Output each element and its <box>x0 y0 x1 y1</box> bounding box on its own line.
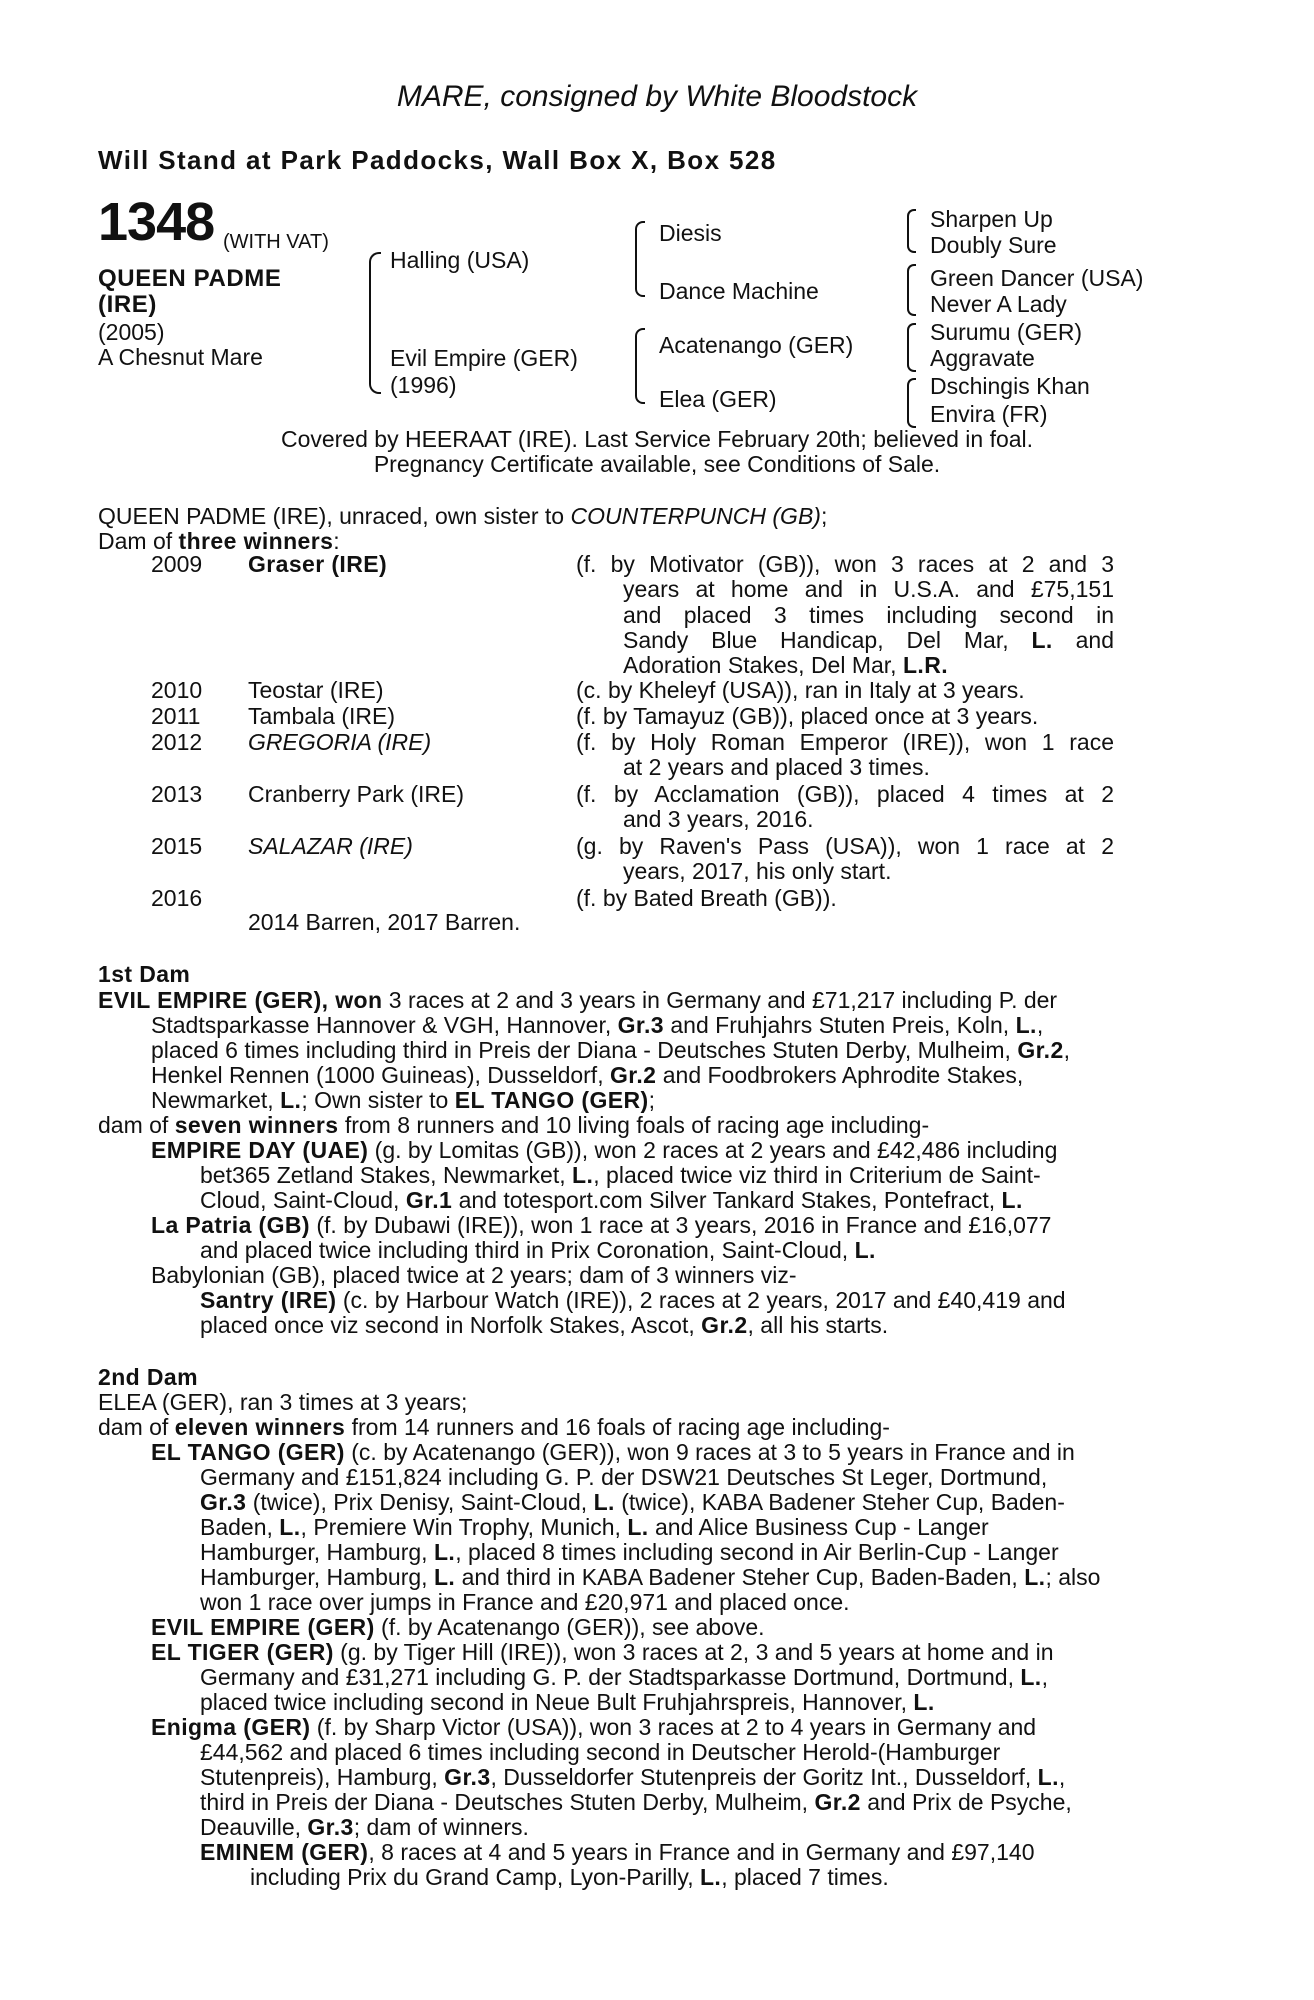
text-segment: years, 2017, his only start. <box>623 858 892 885</box>
progeny-el-tango-7 <box>200 1590 1204 1616</box>
bold-term: EMPIRE DAY (UAE) <box>151 1137 369 1163</box>
produce-name: Graser (IRE) <box>248 551 388 577</box>
bold-term: Gr.2 <box>814 1789 861 1815</box>
produce-detail <box>576 552 1114 578</box>
produce-year: 2010 <box>151 677 203 703</box>
bold-term: L.R. <box>902 652 949 679</box>
text-segment: £44,562 and placed 6 times including second in Deutscher Herold-(Hamburger <box>200 1739 1001 1765</box>
vat-note: (WITH VAT) <box>223 231 329 253</box>
text-segment: placed 6 times including third in Preis der Diana - Deutsches Stuten Derby, Mulheim, <box>151 1037 1018 1063</box>
first-dam-line-3 <box>151 1038 1204 1064</box>
text-segment: (f. by Holy Roman Emperor (IRE)), won 1 race <box>576 729 1114 755</box>
text-segment: (f. by Acclamation (GB)), placed 4 times at 2 <box>576 781 1114 807</box>
text-segment: including Prix du Grand Camp, Lyon-Parilly, <box>250 1864 700 1890</box>
text-segment: , Dusseldorfer Stutenpreis der Goritz Int., Dusseldorf, <box>490 1764 1038 1790</box>
text-segment: (f. by Tamayuz (GB)), placed once at 3 years. <box>576 703 1039 729</box>
text-segment: Hamburger, Hamburg, <box>200 1564 434 1590</box>
produce-detail <box>623 603 1114 629</box>
produce-year: 2011 <box>151 703 201 729</box>
dam-of-punct: : <box>333 528 340 554</box>
text-segment: Stadtsparkasse Hannover & VGH, Hannover, <box>151 1012 618 1038</box>
text-segment: ; also <box>1045 1564 1101 1590</box>
text-segment: Adoration Stakes, Del Mar, <box>623 652 903 679</box>
progeny-el-tango-4 <box>200 1515 1204 1541</box>
ancestor-8: Envira (FR) <box>930 401 1048 427</box>
text-segment: and <box>1052 626 1114 653</box>
bold-term: Gr.3 <box>307 1814 354 1840</box>
text-segment: (g. by Raven's Pass (USA)), won 1 race at 2 <box>576 833 1114 859</box>
first-dam-won: , won <box>321 987 383 1013</box>
produce-detail <box>576 678 1114 704</box>
progeny-el-tiger-3 <box>200 1690 1204 1716</box>
progeny-enigma-5 <box>200 1815 1204 1841</box>
dam-dam: Elea (GER) <box>659 386 777 412</box>
text-segment: ; <box>648 1087 655 1113</box>
produce-detail <box>576 834 1114 860</box>
progeny-el-tango-5 <box>200 1540 1204 1566</box>
bold-term: EL TANGO (GER) <box>454 1087 649 1113</box>
text-segment: , Premiere Win Trophy, Munich, <box>300 1514 628 1540</box>
sire-sire: Diesis <box>659 220 722 246</box>
ancestor-7: Dschingis Khan <box>930 373 1090 399</box>
bold-term: L. <box>1031 626 1053 653</box>
bold-term: L. <box>1024 1564 1046 1590</box>
horse-year: (2005) <box>98 319 165 345</box>
dam: Evil Empire (GER) <box>390 345 578 371</box>
text-segment: (twice), Prix Denisy, Saint-Cloud, <box>246 1489 594 1515</box>
bold-term: Santry (IRE) <box>200 1287 337 1313</box>
text-segment: and 3 years, 2016. <box>623 806 814 833</box>
text-segment: , all his starts. <box>747 1312 889 1338</box>
bold-term: Enigma (GER) <box>151 1714 311 1740</box>
produce-name: Tambala (IRE) <box>248 703 395 729</box>
text-segment: and Alice Business Cup - Langer <box>648 1514 989 1540</box>
second-dam-heading: 2nd Dam <box>98 1364 198 1390</box>
winners-count: three winners <box>178 528 334 554</box>
produce-detail <box>623 577 1114 603</box>
bold-term: EL TIGER (GER) <box>151 1639 334 1665</box>
text-segment: , placed 8 times including second in Air Berlin-Cup - Langer <box>455 1539 1059 1565</box>
second-dam-of <box>98 1415 890 1441</box>
horse-name: QUEEN PADME <box>98 265 282 292</box>
bold-term: Gr.2 <box>701 1312 748 1338</box>
progeny-el-tango-3 <box>200 1490 1204 1516</box>
text-segment: and Fruhjahrs Stuten Preis, Koln, <box>664 1012 1016 1038</box>
bold-term: L. <box>1020 1664 1042 1690</box>
intro-line <box>98 504 827 530</box>
progeny-la-patria <box>151 1213 1204 1239</box>
stand-location: Will Stand at Park Paddocks, Wall Box X, Box 528 <box>98 145 777 175</box>
text-segment: Henkel Rennen (1000 Guineas), Dusseldorf, <box>151 1062 610 1088</box>
first-dam-name: EVIL EMPIRE (GER) <box>98 987 322 1013</box>
text-segment: (f. by Motivator (GB)), won 3 races at 2 and 3 <box>576 551 1114 577</box>
produce-detail <box>623 755 1114 781</box>
pedigree-brace-3d <box>907 378 916 428</box>
produce-year: 2009 <box>151 551 203 577</box>
dam-sire: Acatenango (GER) <box>659 332 854 358</box>
bold-term: L. <box>1001 1187 1023 1213</box>
text-segment: (f. by Acatenango (GER)), see above. <box>374 1614 765 1640</box>
bold-term: EVIL EMPIRE (GER) <box>151 1614 375 1640</box>
second-dam-winners: eleven winners <box>174 1414 346 1440</box>
intro-text: QUEEN PADME (IRE), unraced, own sister to <box>98 503 571 529</box>
text-segment: Sandy Blue Handicap, Del Mar, <box>623 626 1032 653</box>
bold-term: L. <box>627 1514 649 1540</box>
produce-detail <box>623 628 1114 654</box>
bold-term: L. <box>913 1689 935 1715</box>
ancestor-2: Doubly Sure <box>930 232 1057 258</box>
text-segment: Stutenpreis), Hamburg, <box>200 1764 445 1790</box>
sibling-name: COUNTERPUNCH (GB) <box>570 503 821 529</box>
produce-detail <box>623 807 1114 833</box>
produce-year: 2013 <box>151 781 203 807</box>
progeny-eminem-2 <box>250 1865 1254 1891</box>
pedigree-brace-3a <box>907 209 916 253</box>
text-segment: Deauville, <box>200 1814 308 1840</box>
text-segment: (twice), KABA Badener Steher Cup, Baden- <box>614 1489 1065 1515</box>
ancestor-5: Surumu (GER) <box>930 319 1083 345</box>
text-segment: ; dam of winners. <box>353 1814 529 1840</box>
text-segment: , <box>1041 1664 1048 1690</box>
progeny-eminem <box>200 1840 1204 1866</box>
covered-line-2: Pregnancy Certificate available, see Conditions of Sale. <box>373 451 941 477</box>
text-segment: Newmarket, <box>151 1087 281 1113</box>
pedigree-brace-2a <box>635 221 645 297</box>
first-dam-line-2 <box>151 1013 1204 1039</box>
produce-name: Teostar (IRE) <box>248 677 384 703</box>
bold-term: L. <box>433 1564 456 1590</box>
bold-term: L. <box>854 1237 876 1263</box>
progeny-el-tango <box>151 1440 1204 1466</box>
ancestor-6: Aggravate <box>930 345 1035 371</box>
text-segment: and placed 3 times including second in <box>623 601 1114 628</box>
progeny-el-tiger <box>151 1640 1204 1666</box>
progeny-evil-empire <box>151 1615 1204 1641</box>
bold-term: L. <box>280 1087 302 1113</box>
first-dam-line-5 <box>151 1088 1204 1114</box>
text-segment: Baden, <box>200 1514 280 1540</box>
produce-detail <box>576 886 1114 912</box>
produce-name: Cranberry Park (IRE) <box>248 781 464 807</box>
bold-term: L. <box>572 1162 594 1188</box>
progeny-empire-day-2 <box>200 1163 1204 1189</box>
text-segment: , <box>1058 1764 1066 1790</box>
text-segment: (f. by Bated Breath (GB)). <box>576 885 837 911</box>
first-dam-line-4 <box>151 1063 1204 1089</box>
second-dam-of-text: dam of <box>98 1414 175 1440</box>
produce-name: GREGORIA (IRE) <box>248 729 432 755</box>
bold-term: Gr.2 <box>1017 1037 1064 1063</box>
bold-term: L. <box>699 1864 722 1890</box>
progeny-enigma <box>151 1715 1204 1741</box>
text-segment: , placed twice viz third in Criterium de Saint- <box>593 1162 1041 1188</box>
text-segment: (g. by Tiger Hill (IRE)), won 3 races at 2, 3 and 5 years at home and in <box>333 1639 1054 1665</box>
produce-detail <box>576 704 1114 730</box>
bold-term: Gr.1 <box>405 1187 453 1213</box>
covered-line-1: Covered by HEERAAT (IRE). Last Service February 20th; believed in foal. <box>280 426 1034 452</box>
bold-term: Gr.2 <box>609 1062 657 1088</box>
text-segment: Cloud, Saint-Cloud, <box>200 1187 406 1213</box>
text-segment: and totesport.com Silver Tankard Stakes, Pontefract, <box>452 1187 1002 1213</box>
text-segment: Hamburger, Hamburg, <box>200 1539 434 1565</box>
pedigree-brace-3c <box>907 323 916 372</box>
text-segment: , <box>1036 1012 1044 1038</box>
bold-term: L. <box>1015 1012 1037 1038</box>
second-dam-of-rest: from 14 runners and 16 foals of racing age including- <box>345 1414 890 1440</box>
text-segment: Germany and £31,271 including G. P. der Stadtsparkasse Dortmund, Dortmund, <box>200 1664 1021 1690</box>
progeny-santry <box>200 1288 1204 1314</box>
sire-dam: Dance Machine <box>659 278 819 304</box>
text-segment: placed twice including second in Neue Bult Fruhjahrspreis, Hannover, <box>200 1689 914 1715</box>
text-segment: Germany and £151,824 including G. P. der DSW21 Deutsches St Leger, Dortmund, <box>200 1464 1048 1490</box>
text-segment: Babylonian (GB), placed twice at 2 years; dam of 3 winners viz- <box>151 1262 797 1288</box>
intro-punct: ; <box>820 503 828 529</box>
text-segment: third in Preis der Diana - Deutsches Stuten Derby, Mulheim, <box>200 1789 815 1815</box>
horse-description: A Chesnut Mare <box>98 344 263 370</box>
text-segment: , 8 races at 4 and 5 years in France and in Germany and £97,140 <box>368 1839 1035 1865</box>
text-segment: placed once viz second in Norfolk Stakes, Ascot, <box>200 1312 702 1338</box>
progeny-empire-day <box>151 1138 1204 1164</box>
produce-name: SALAZAR (IRE) <box>248 833 413 859</box>
bold-term: Gr.3 <box>617 1012 664 1038</box>
produce-detail <box>623 859 1114 885</box>
text-segment: , <box>1063 1037 1071 1063</box>
ancestor-3: Green Dancer (USA) <box>930 265 1144 291</box>
bold-term: La Patria (GB) <box>151 1212 310 1238</box>
pedigree-brace-2b <box>635 328 645 404</box>
produce-detail <box>576 730 1114 756</box>
text-segment: at 2 years and placed 3 times. <box>623 754 930 781</box>
text-segment: and Prix de Psyche, <box>860 1789 1072 1815</box>
first-dam-of-text: dam of <box>98 1112 175 1138</box>
text-segment: (c. by Harbour Watch (IRE)), 2 races at 2 years, 2017 and £40,419 and <box>336 1287 1066 1313</box>
text-segment: ; Own sister to <box>301 1087 455 1113</box>
ancestor-4: Never A Lady <box>930 291 1067 317</box>
first-dam-of <box>98 1113 929 1139</box>
dam-of-text: Dam of <box>98 528 179 554</box>
barren-note: 2014 Barren, 2017 Barren. <box>248 909 521 935</box>
progeny-el-tiger-2 <box>200 1665 1204 1691</box>
bold-term: L. <box>1037 1764 1059 1790</box>
progeny-santry-2 <box>200 1313 1204 1339</box>
sire: Halling (USA) <box>390 247 530 273</box>
bold-term: L. <box>279 1514 301 1540</box>
bold-term: L. <box>433 1539 456 1565</box>
text-segment: (g. by Lomitas (GB)), won 2 races at 2 years and £42,486 including <box>368 1137 1058 1163</box>
first-dam-line-1 <box>98 988 1057 1014</box>
progeny-babylonian <box>151 1263 1204 1289</box>
text-segment: (c. by Kheleyf (USA)), ran in Italy at 3 years. <box>576 677 1025 703</box>
bold-term: Gr.3 <box>200 1489 247 1515</box>
produce-detail <box>623 653 1114 679</box>
lot-number: 1348 <box>98 192 215 252</box>
text-segment: , placed 7 times. <box>721 1864 889 1890</box>
first-dam-winners: seven winners <box>174 1112 339 1138</box>
progeny-empire-day-3 <box>200 1188 1204 1214</box>
pedigree-brace-1 <box>369 252 381 394</box>
bold-term: EL TANGO (GER) <box>151 1439 345 1465</box>
ancestor-1: Sharpen Up <box>930 206 1053 232</box>
text-segment: (c. by Acatenango (GER)), won 9 races at 3 to 5 years in France and in <box>344 1439 1075 1465</box>
bold-term: L. <box>593 1489 615 1515</box>
progeny-enigma-2 <box>200 1740 1204 1766</box>
text-segment: and third in KABA Badener Steher Cup, Baden-Baden, <box>455 1564 1025 1590</box>
produce-year: 2012 <box>151 729 203 755</box>
produce-year: 2016 <box>151 885 203 911</box>
progeny-la-patria-2 <box>200 1238 1204 1264</box>
text-segment: bet365 Zetland Stakes, Newmarket, <box>200 1162 573 1188</box>
produce-detail <box>576 782 1114 808</box>
first-dam-of-rest: from 8 runners and 10 living foals of racing age including- <box>338 1112 930 1138</box>
produce-year: 2015 <box>151 833 203 859</box>
horse-country: (IRE) <box>98 291 157 318</box>
text-segment: (f. by Sharp Victor (USA)), won 3 races at 2 to 4 years in Germany and <box>310 1714 1037 1740</box>
progeny-enigma-4 <box>200 1790 1204 1816</box>
page-title: MARE, consigned by White Bloodstock <box>396 80 918 113</box>
text-segment: (f. by Dubawi (IRE)), won 1 race at 3 years, 2016 in France and £16,077 <box>309 1212 1052 1238</box>
first-dam-heading: 1st Dam <box>98 961 191 987</box>
bold-term: Gr.3 <box>444 1764 491 1790</box>
first-dam-text: 3 races at 2 and 3 years in Germany and £71,217 including P. der <box>382 987 1058 1013</box>
progeny-enigma-3 <box>200 1765 1204 1791</box>
text-segment: and Foodbrokers Aphrodite Stakes, <box>656 1062 1024 1088</box>
dam-year: (1996) <box>390 372 457 398</box>
second-dam-line-1: ELEA (GER), ran 3 times at 3 years; <box>98 1389 468 1415</box>
pedigree-brace-3b <box>907 264 916 316</box>
bold-term: EMINEM (GER) <box>200 1839 369 1865</box>
text-segment: years at home and in U.S.A. and £75,151 <box>623 576 1114 603</box>
text-segment: won 1 race over jumps in France and £20,971 and placed once. <box>200 1589 850 1615</box>
text-segment: and placed twice including third in Prix Coronation, Saint-Cloud, <box>200 1237 855 1263</box>
progeny-el-tango-2 <box>200 1465 1204 1491</box>
progeny-el-tango-6 <box>200 1565 1204 1591</box>
